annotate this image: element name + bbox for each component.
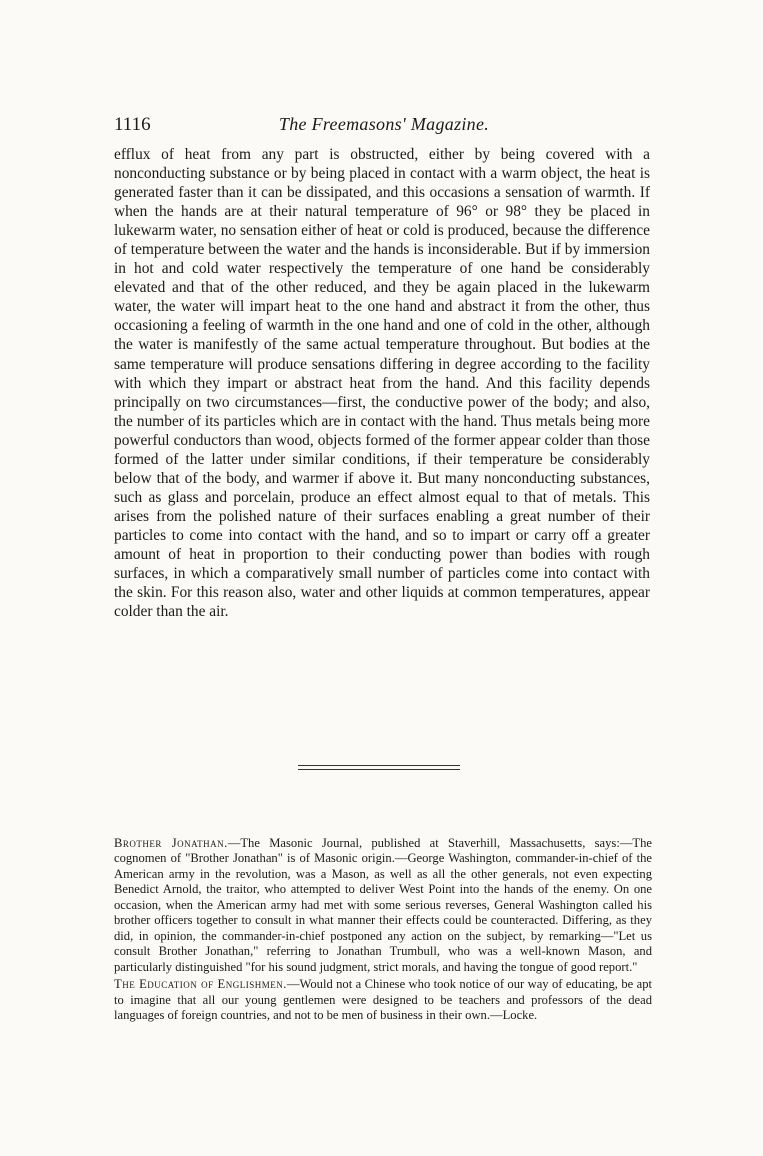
note-brother-jonathan — [114, 836, 652, 975]
body-paragraph: efflux of heat from any part is obstructed, either by being covered with a nonconducting substance or by being placed in contact with a warm object, the heat is generated faster than it can be dissipated, and this occasions a sensation of warmth. If when the hands are at their natural temperature of 96° or 98° they be placed in lukewarm water, no sensation either of heat or cold is produced, because the difference of temperature between the water and the hands is inconsiderable. But if by immersion in hot and cold water respectively the temperature of one hand be considerably elevated and that of the other reduced, and they be again placed in the lukewarm water, the water will impart heat to the one hand and abstract it from the other, thus occasioning a feeling of warmth in the one hand and one of cold in the other, although the water is manifestly of the same actual temperature throughout. But bodies at the same temperature will produce sensations differing in degree according to the facility with which they impart or abstract heat from the hand. And this facility depends principally on two circumstances—first, the conductive power of the body; and also, the number of its particles which are in contact with the hand. Thus metals being more powerful conductors than wood, objects formed of the former appear colder than those formed of the latter under similar conditions, if their temperature be considerably below that of the body, and warmer if above it. But many nonconducting substances, such as glass and porcelain, produce an effect almost equal to that of metals. This arises from the polished nature of their surfaces enabling a great number of their particles to come into contact with the hand, and so to impart or carry off a greater amount of heat in proportion to their conducting power than bodies with rough surfaces, in which a comparatively small number of particles come into contact with the skin. For this reason also, water and other liquids at common temperatures, appear colder than the air. — [114, 146, 650, 621]
note-body: —Would not a Chinese who took notice of our way of educating, be apt to imagine that all our young gentlemen were designed to be teachers and professors of the dead languages of foreign countries, and not to be men of business in their own.—Locke. — [114, 977, 652, 1022]
running-title: The Freemasons' Magazine. — [278, 114, 490, 134]
note-education-of-englishmen — [114, 977, 652, 1023]
page-header — [114, 114, 654, 138]
note-heading: Brother Jonathan. — [114, 836, 228, 850]
notes-section — [114, 836, 652, 1025]
note-body: —The Masonic Journal, published at Staverhill, Massachusetts, says:—The cognomen of "Brother Jonathan" is of Masonic origin.—George Washington, commander-in-chief of the American army in the revolution, was a Mason, as well as all the other generals, not even expecting Benedict Arnold, the traitor, who attempted to deliver West Point into the hands of the enemy. On one occasion, when the American army had met with some serious reverses, General Washington called his brother officers together to consult in what manner their effects could be counteracted. Differing, as they did, in opinion, the commander-in-chief postponed any action on the subject, by remarking—"Let us consult Brother Jonathan," referring to Jonathan Trumbull, who was a well-known Mason, and particularly distinguished "for his sound judgment, strict morals, and having the tongue of good report." — [114, 836, 652, 974]
section-divider — [298, 765, 460, 770]
article-body — [114, 145, 650, 621]
note-heading: The Education of Englishmen. — [114, 977, 287, 992]
page-number: 1116 — [114, 114, 151, 135]
